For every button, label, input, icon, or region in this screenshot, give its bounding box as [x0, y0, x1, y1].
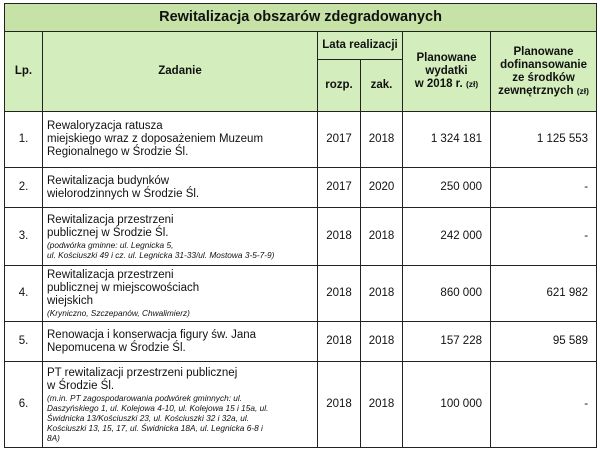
header-end: zak. — [361, 60, 403, 112]
header-planned-unit: (zł) — [465, 79, 479, 89]
table-row — [5, 208, 597, 266]
task-note-line: ul. Kościuszki 49 i cz. ul. Legnicka 31-33/ul. Mostowa 3-5-7-9) — [47, 249, 275, 260]
task-line: PT rewitalizacji przestrzeni publicznej — [47, 366, 238, 379]
header-task: Zadanie — [43, 32, 318, 112]
cell-start-year: 2018 — [318, 266, 361, 322]
cell-planned: 250 000 — [403, 168, 491, 208]
header-planned-line: wydatki — [425, 65, 468, 77]
header-funding-last-text: zewnętrznych — [498, 84, 574, 97]
task-line: Rewaloryzacja ratusza — [47, 120, 163, 132]
header-lp: Lp. — [5, 32, 43, 112]
cell-start-year: 2018 — [318, 322, 361, 362]
task-note-line: Daszyńskiego 1, ul. Kolejowa 4-10, ul. Kolejowa 15 i 15a, ul. — [47, 402, 269, 413]
task-line: Rewitalizacja budynków — [47, 174, 170, 187]
task-line: Rewitalizacja przestrzeni — [47, 269, 174, 281]
header-years: Lata realizacji — [318, 32, 403, 60]
cell-funding: 95 589 — [491, 322, 597, 362]
revitalization-table — [4, 3, 597, 448]
table-row — [5, 266, 597, 322]
cell-start-year: 2018 — [318, 208, 361, 266]
task-note-line: (Kryniczno, Szczepanów, Chwalimierz) — [47, 308, 190, 318]
header-funding-unit: (zł) — [576, 85, 589, 96]
cell-end-year: 2018 — [361, 266, 403, 322]
cell-lp: 5. — [5, 322, 43, 362]
table-row — [5, 112, 597, 168]
task-line: Rewitalizacja przestrzeni — [47, 213, 174, 226]
cell-start-year: 2017 — [318, 112, 361, 168]
cell-task — [43, 112, 318, 168]
cell-task — [43, 168, 318, 208]
task-line: miejskiego wraz z doposażeniem Muzeum — [47, 133, 264, 145]
cell-funding: - — [491, 168, 597, 208]
cell-end-year: 2018 — [361, 112, 403, 168]
header-funding-line: ze środków — [512, 71, 575, 84]
header-funding-line: Planowane — [513, 45, 574, 58]
cell-lp: 4. — [5, 266, 43, 322]
cell-start-year: 2018 — [318, 362, 361, 448]
cell-end-year: 2018 — [361, 322, 403, 362]
cell-end-year: 2018 — [361, 362, 403, 448]
cell-funding: - — [491, 362, 597, 448]
cell-end-year: 2020 — [361, 168, 403, 208]
header-planned-line: Planowane — [416, 52, 477, 64]
cell-funding: 621 982 — [491, 266, 597, 322]
task-line: publicznej w miejscowościach — [47, 282, 200, 294]
cell-planned: 1 324 181 — [403, 112, 491, 168]
cell-end-year: 2018 — [361, 208, 403, 266]
cell-funding: 1 125 553 — [491, 112, 597, 168]
task-note-line: 8A) — [47, 432, 60, 443]
task-note-line: Świdnicka 13/Kościuszki 23, ul. Kościuszki 32 i 32a, ul. — [47, 412, 249, 423]
table-row — [5, 362, 597, 448]
cell-task — [43, 266, 318, 322]
cell-lp: 2. — [5, 168, 43, 208]
table-container — [4, 3, 597, 448]
task-note-line: (m.in. PT zagospodarowania podwórek gminnych: ul. — [47, 392, 243, 403]
table-row — [5, 168, 597, 208]
cell-planned: 242 000 — [403, 208, 491, 266]
task-line: wielorodzinnych w Środzie Śl. — [47, 187, 200, 200]
task-line: w Środzie Śl. — [47, 379, 115, 392]
header-planned-year-text: w 2018 r. — [414, 78, 463, 90]
task-note-line: (podwórka gminne: ul. Legnicka 5, — [47, 239, 174, 250]
task-line: Regionalnego w Środzie Śl. — [47, 146, 189, 158]
header-planned-line-year — [403, 78, 490, 91]
cell-lp: 6. — [5, 362, 43, 448]
task-note-line: Kościuszki 13, 15, 17, ul. Świdnicka 18A, ul. Legnicka 6-8 i — [47, 422, 263, 433]
cell-planned: 860 000 — [403, 266, 491, 322]
table-row — [5, 322, 597, 362]
cell-planned: 100 000 — [403, 362, 491, 448]
header-funding-line-last — [491, 85, 596, 98]
header-funding-line: dofinansowanie — [500, 58, 587, 71]
table-title: Rewitalizacja obszarów zdegradowanych — [5, 4, 597, 32]
header-planned — [403, 32, 491, 112]
cell-lp: 1. — [5, 112, 43, 168]
cell-task — [43, 322, 318, 362]
task-line: wiejskich — [47, 295, 94, 307]
table-body — [5, 112, 597, 448]
cell-start-year: 2017 — [318, 168, 361, 208]
cell-task — [43, 208, 318, 266]
task-line: Nepomucena w Środzie Śl. — [47, 341, 186, 354]
cell-funding: - — [491, 208, 597, 266]
header-funding — [491, 32, 597, 112]
cell-planned: 157 228 — [403, 322, 491, 362]
cell-lp: 3. — [5, 208, 43, 266]
cell-task — [43, 362, 318, 448]
task-line: Renowacja i konserwacja figury św. Jana — [47, 328, 257, 341]
task-line: publicznej w Środzie Śl. — [47, 226, 169, 239]
header-start: rozp. — [318, 60, 361, 112]
